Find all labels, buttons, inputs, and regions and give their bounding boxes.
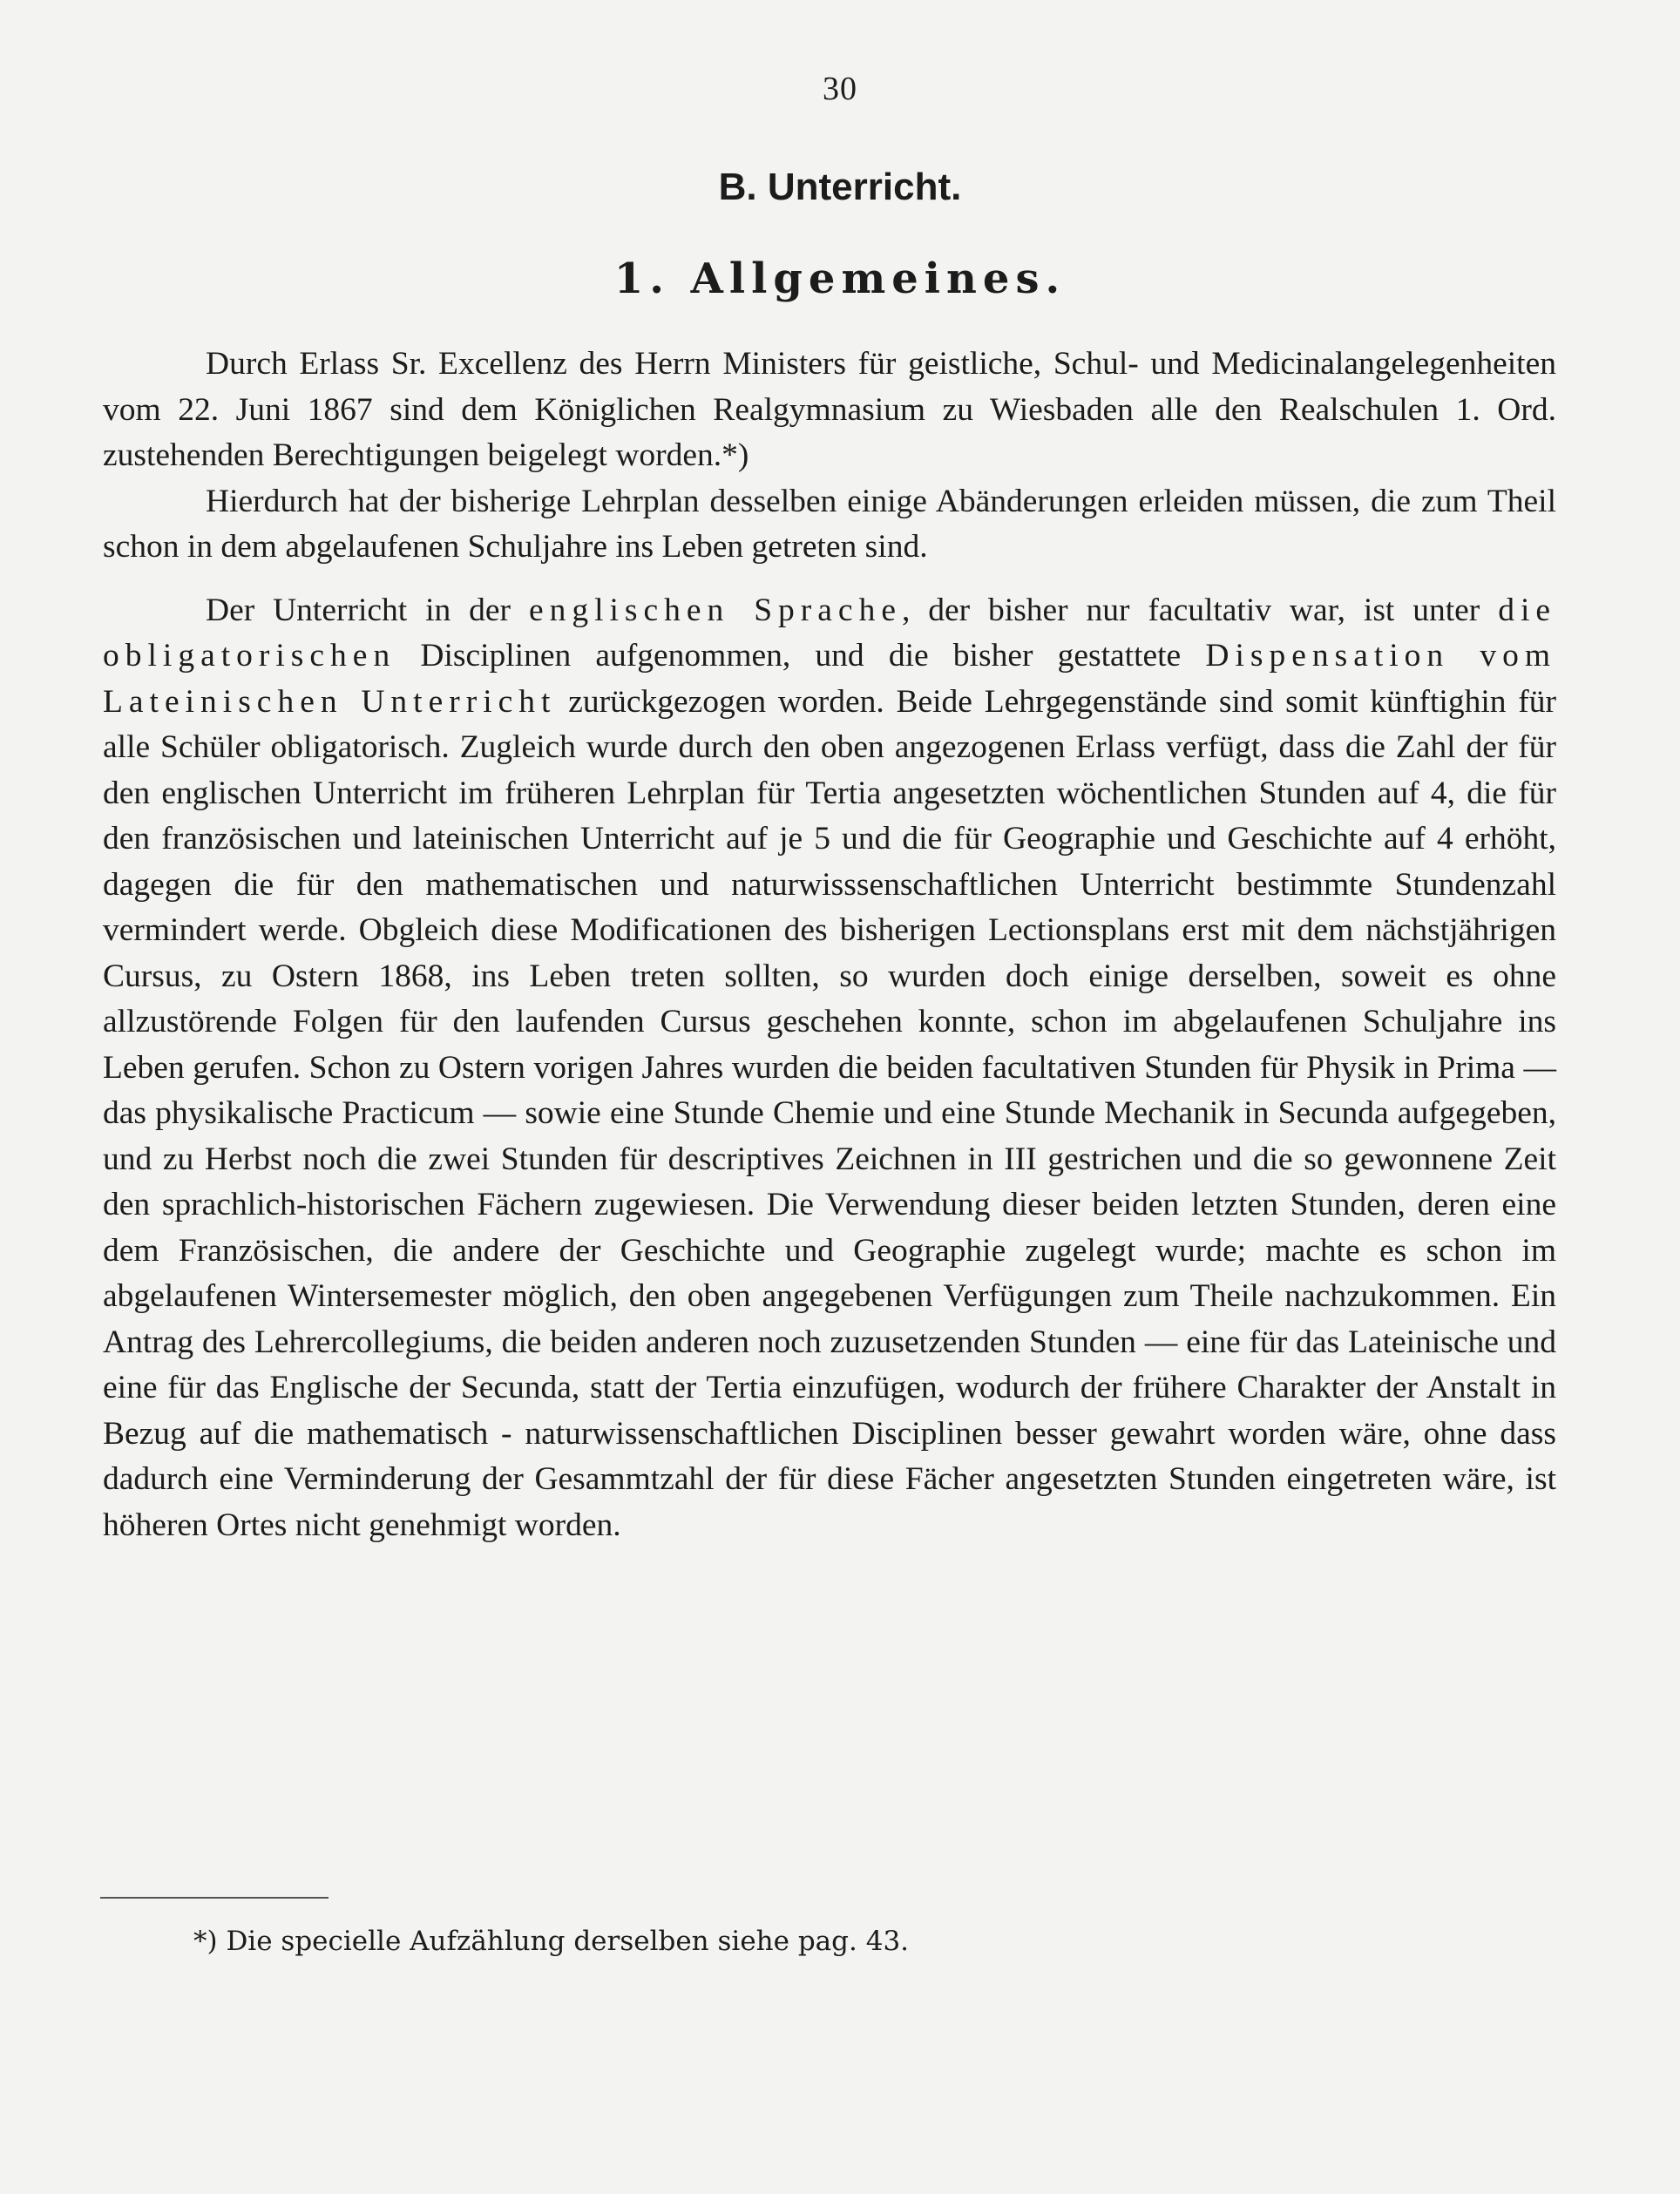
- subsection-title: 1. Allgemeines.: [613, 254, 1067, 303]
- paragraph-3-text-2: , der bisher nur facultativ war, ist unter: [901, 592, 1499, 628]
- spaced-emphasis-dispensation: Dispensation vom Lateinischen Unterricht: [103, 638, 1556, 720]
- section-title: B. Unterricht.: [718, 166, 962, 208]
- spaced-emphasis-obligatorischen: die obligatorischen: [103, 592, 1557, 674]
- footnote: *) Die specielle Aufzählung derselben siehe pag. 43.: [193, 1926, 910, 1957]
- paragraph-3-text-1: Der Unterricht in der: [206, 592, 529, 628]
- paragraph-2: Hierdurch hat der bisherige Lehrplan desselben einige Abänderungen erleiden müssen, die zum Theil schon in dem abgelaufenen Schuljahre ins Leben getreten sind.: [103, 483, 1556, 565]
- spaced-emphasis-englische-sprache: englischen Sprache: [528, 592, 902, 628]
- footnote-divider: [100, 1897, 329, 1899]
- paragraph-3-text-3: Disciplinen aufgenommen, und die bisher gestattete: [396, 638, 1206, 674]
- paragraph-1: Durch Erlass Sr. Excellenz des Herrn Ministers für geistliche, Schul- und Medicinalangelegenheiten vom 22. Juni 1867 sind dem Königlichen Realgymnasium zu Wiesbaden alle den Realschulen 1. Ord. zustehenden Berechtigungen beigelegt worden.*): [103, 346, 1556, 473]
- body-text: [103, 342, 1556, 1548]
- page-number: 30: [823, 71, 857, 107]
- paragraph-3-text-4: zurückgezogen worden. Beide Lehrgegenstände sind somit künftighin für alle Schüler obligatorisch. Zugleich wurde durch den oben angezogenen Erlass verfügt, dass die Zahl der für den englischen Unterricht im früheren Lehrplan für Tertia angesetzten wöchentlichen Stunden auf 4, die für den französischen und lateinischen Unterricht auf je 5 und die für Geographie und Geschichte auf 4 erhöht, dagegen die für den mathematischen und naturwisssenschaftlichen Unterricht bestimmte Stundenzahl vermindert werde. Obgleich diese Modificationen des bisherigen Lectionsplans erst mit dem nächstjährigen Cursus, zu Ostern 1868, ins Leben treten sollten, so wurden doch einige derselben, soweit es ohne allzustörende Folgen für den laufenden Cursus geschehen konnte, schon im abgelaufenen Schuljahre ins Leben gerufen. Schon zu Ostern vorigen Jahres wurden die beiden facultativen Stunden für Physik in Prima — das physikalische Practicum — sowie eine Stunde Chemie und eine Stunde Mechanik in Secunda aufgegeben, und zu Herbst noch die zwei Stunden für descriptives Zeichnen in III gestrichen und die so gewonnene Zeit den sprachlich-historischen Fächern zugewiesen. Die Verwendung dieser beiden letzten Stunden, deren eine dem Französischen, die andere der Geschichte und Geographie zugelegt wurde; machte es schon im abgelaufenen Wintersemester möglich, den oben angegebenen Verfügungen zum Theile nachzukommen. Ein Antrag des Lehrercollegiums, die beiden anderen noch zuzusetzenden Stunden — eine für das Lateinische und eine für das Englische der Secunda, statt der Tertia einzufügen, wodurch der frühere Charakter der Anstalt in Bezug auf die mathematisch - naturwissenschaftlichen Disciplinen besser gewahrt worden wäre, ohne dass dadurch eine Verminderung der Gesammtzahl der für diese Fächer angesetzten Stunden eingetreten wäre, ist höheren Ortes nicht genehmigt worden.: [103, 683, 1556, 1543]
- paragraph-3: [103, 588, 1556, 1549]
